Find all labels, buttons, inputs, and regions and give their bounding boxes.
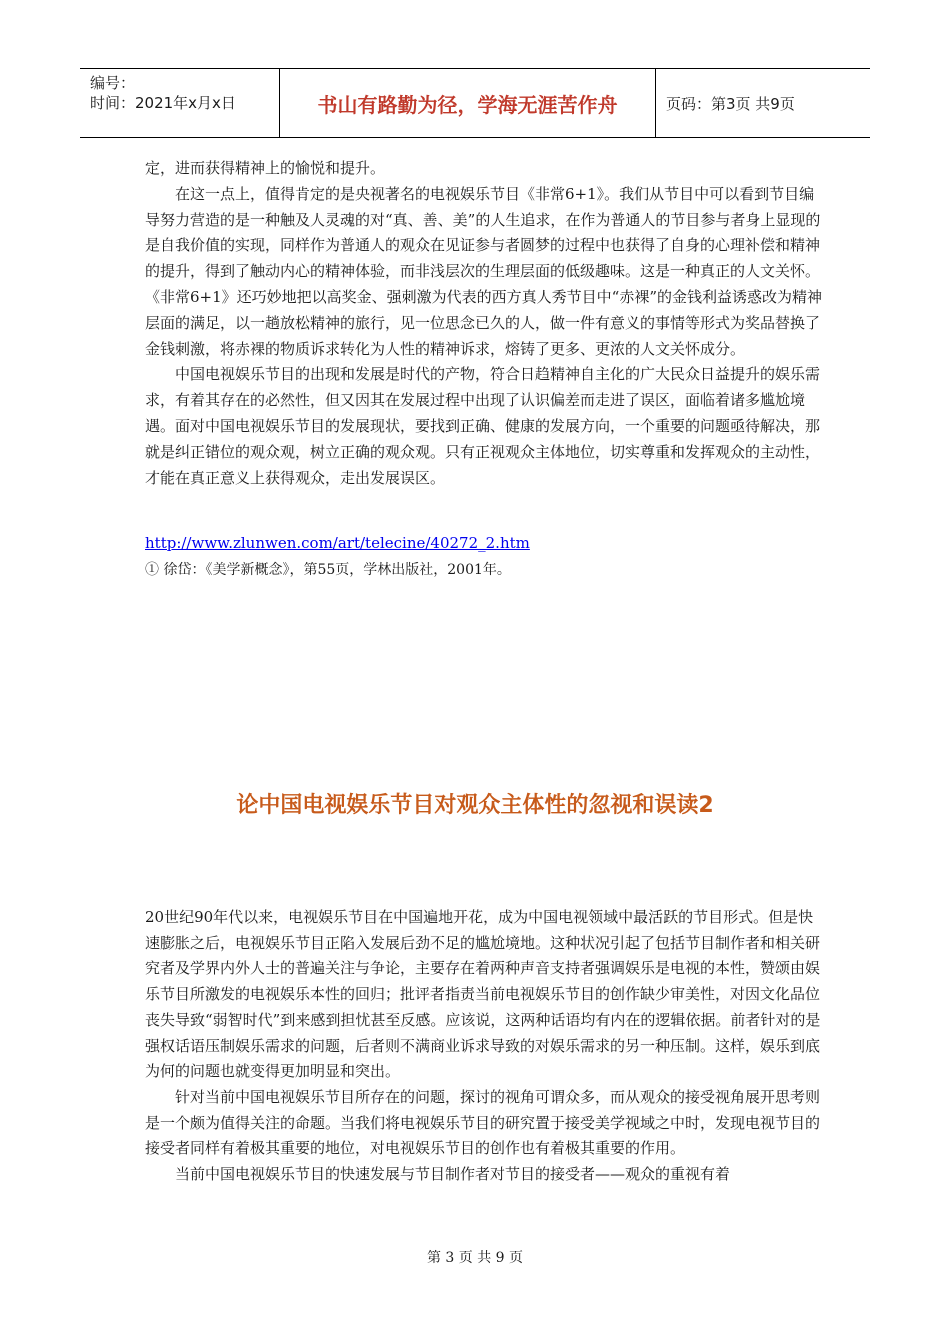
article-title: 论中国电视娱乐节目对观众主体性的忽视和误读2 [236,793,714,818]
header-meta [80,69,280,137]
paragraph: 中国电视娱乐节目的出现和发展是时代的产物，符合日趋精神自主化的广大民众日益提升的娱乐需求，有着其存在的必然性，但又因其在发展过程中出现了认识偏差而走进了误区，面临着诸多尴尬境遇。面对中国电视娱乐节目的发展现状，要找到正确、健康的发展方向，一个重要的问题亟待解决，那就是纠正错位的观众观，树立正确的观众观。只有正视观众主体地位，切实尊重和发挥观众的主动性，才能在真正意义上获得观众，走出发展误区。 [145,365,821,487]
paragraph: 在这一点上，值得肯定的是央视著名的电视娱乐节目《非常6+1》。我们从节目中可以看到节目编导努力营造的是一种触及人灵魂的对“真、善、美”的人生追求，在作为普通人的节目参与者身上显现的是自我价值的实现，同样作为普通人的观众在见证参与者圆梦的过程中也获得了自身的心理补偿和精神的提升，得到了触动内心的精神体验，而非浅层次的生理层面的低级趣味。这是一种真正的人文关怀。《非常6+1》还巧妙地把以高奖金、强刺激为代表的西方真人秀节目中“赤裸”的金钱利益诱惑改为精神层面的满足，以一趟放松精神的旅行，见一位思念已久的人，做一件有意义的事情等形式为奖品替换了金钱刺激，将赤裸的物质诉求转化为人性的精神诉求，熔铸了更多、更浓的人文关怀成分。 [145,184,822,358]
paragraph: 针对当前中国电视娱乐节目所存在的问题，探讨的视角可谓众多，而从观众的接受视角展开思考则是一个颇为值得关注的命题。当我们将电视娱乐节目的研究置于接受美学视域之中时，发现电视节目的接受者同样有着极其重要的地位，对电视娱乐节目的创作也有着极其重要的作用。 [145,1087,821,1158]
number-label: 编号： [90,74,136,92]
section1-body [145,156,825,491]
source-link[interactable]: http://www.zlunwen.com/art/telecine/40272_2.htm [145,534,530,552]
paragraph: 20世纪90年代以来，电视娱乐节目在中国遍地开花，成为中国电视领域中最活跃的节目形式。但是快速膨胀之后，电视娱乐节目正陷入发展后劲不足的尴尬境地。这种状况引起了包括节目制作者和相关研究者及学界内外人士的普遍关注与争论，主要存在着两种声音支持者强调娱乐是电视的本性，赞颂由娱乐节目所激发的电视娱乐本性的回归；批评者指责当前电视娱乐节目的创作缺少审美性，对因文化品位丧失导致“弱智时代”到来感到担忧甚至反感。应该说，这两种话语均有内在的逻辑依据。前者针对的是强权话语压制娱乐需求的问题，后者则不满商业诉求导致的对娱乐需求的另一种压制。这样，娱乐到底为何的问题也就变得更加明显和突出。 [145,908,821,1081]
page-header [80,68,870,138]
paragraph: 当前中国电视娱乐节目的快速发展与节目制作者对节目的接受者——观众的重视有着 [175,1165,731,1184]
time-label: 时间：2021年x月x日 [90,94,236,112]
header-motto: 书山有路勤为径，学海无涯苦作舟 [280,69,656,137]
page-footer: 第 3 页 共 9 页 [426,1250,524,1266]
header-page-number: 页码：第3页 共9页 [666,94,795,113]
section2-body [145,905,825,1188]
paragraph: 定，进而获得精神上的愉悦和提升。 [145,159,386,177]
footnote: ① 徐岱：《美学新概念》，第55页，学林出版社，2001年。 [145,562,511,578]
